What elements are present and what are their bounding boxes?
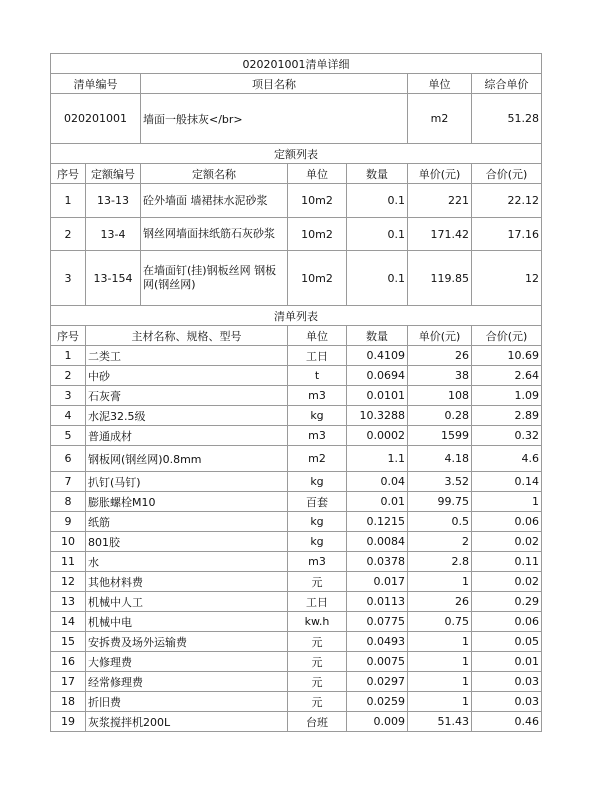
list-total: 2.89 (472, 406, 542, 426)
bill-code-header: 清单编号 (51, 74, 141, 94)
list-total: 0.05 (472, 632, 542, 652)
list-name: 安拆费及场外运输费 (86, 632, 288, 652)
quota-name-header: 定额名称 (141, 164, 288, 184)
list-row (51, 512, 542, 532)
list-unit: kg (288, 406, 347, 426)
quota-total: 12 (472, 251, 542, 306)
list-name: 折旧费 (86, 692, 288, 712)
quota-code: 13-4 (86, 218, 141, 251)
list-total: 0.03 (472, 692, 542, 712)
quota-qty-header: 数量 (347, 164, 408, 184)
list-qty-header: 数量 (347, 326, 408, 346)
list-unit: 工日 (288, 346, 347, 366)
quota-code: 13-13 (86, 184, 141, 218)
list-price: 108 (408, 386, 472, 406)
bill-unit-header: 单位 (408, 74, 472, 94)
list-qty: 0.0493 (347, 632, 408, 652)
list-qty: 0.0084 (347, 532, 408, 552)
list-name: 经常修理费 (86, 672, 288, 692)
quota-row (51, 218, 542, 251)
quota-code-header: 定额编号 (86, 164, 141, 184)
list-unit: m2 (288, 446, 347, 472)
quota-section-title: 定额列表 (51, 144, 542, 164)
list-qty: 0.017 (347, 572, 408, 592)
list-name: 801胶 (86, 532, 288, 552)
list-price: 38 (408, 366, 472, 386)
list-row (51, 366, 542, 386)
list-row (51, 612, 542, 632)
list-row (51, 346, 542, 366)
list-seq: 4 (51, 406, 86, 426)
list-total: 1.09 (472, 386, 542, 406)
bill-unit: m2 (408, 94, 472, 144)
quota-row (51, 251, 542, 306)
quota-name: 砼外墙面 墙裙抹水泥砂浆 (141, 184, 288, 218)
list-seq: 18 (51, 692, 86, 712)
quota-seq-header: 序号 (51, 164, 86, 184)
list-unit: 百套 (288, 492, 347, 512)
list-unit: 工日 (288, 592, 347, 612)
list-unit: m3 (288, 552, 347, 572)
list-name: 水泥32.5级 (86, 406, 288, 426)
list-total: 0.02 (472, 572, 542, 592)
list-price: 1599 (408, 426, 472, 446)
list-row (51, 632, 542, 652)
list-unit: kw.h (288, 612, 347, 632)
bill-name-header: 项目名称 (141, 74, 408, 94)
quota-unit: 10m2 (288, 218, 347, 251)
list-total: 0.03 (472, 672, 542, 692)
list-seq: 12 (51, 572, 86, 592)
bill-detail-table (50, 53, 542, 732)
quota-price: 119.85 (408, 251, 472, 306)
list-total: 0.01 (472, 652, 542, 672)
quota-name: 钢丝网墙面抹纸筋石灰砂浆 (141, 218, 288, 251)
list-section-title: 清单列表 (51, 306, 542, 326)
list-qty: 0.0775 (347, 612, 408, 632)
list-row (51, 652, 542, 672)
list-row (51, 692, 542, 712)
list-row (51, 572, 542, 592)
list-price: 26 (408, 346, 472, 366)
list-price: 99.75 (408, 492, 472, 512)
list-seq: 14 (51, 612, 86, 632)
list-price: 1 (408, 672, 472, 692)
list-qty: 1.1 (347, 446, 408, 472)
list-total: 4.6 (472, 446, 542, 472)
list-price-header: 单价(元) (408, 326, 472, 346)
quota-seq: 3 (51, 251, 86, 306)
list-name: 膨胀螺栓M10 (86, 492, 288, 512)
quota-total: 17.16 (472, 218, 542, 251)
list-price: 2 (408, 532, 472, 552)
list-seq: 13 (51, 592, 86, 612)
list-name: 机械中人工 (86, 592, 288, 612)
quota-total: 22.12 (472, 184, 542, 218)
list-price: 4.18 (408, 446, 472, 472)
list-name: 灰浆搅拌机200L (86, 712, 288, 732)
list-name: 其他材料费 (86, 572, 288, 592)
list-unit: kg (288, 512, 347, 532)
list-seq: 1 (51, 346, 86, 366)
list-unit: 元 (288, 652, 347, 672)
list-name: 钢板网(钢丝网)0.8mm (86, 446, 288, 472)
list-price: 0.75 (408, 612, 472, 632)
list-total: 0.14 (472, 472, 542, 492)
list-total: 0.46 (472, 712, 542, 732)
list-seq: 6 (51, 446, 86, 472)
list-qty: 0.0113 (347, 592, 408, 612)
list-total: 10.69 (472, 346, 542, 366)
list-row (51, 492, 542, 512)
list-seq: 5 (51, 426, 86, 446)
list-price: 0.28 (408, 406, 472, 426)
list-unit: 元 (288, 672, 347, 692)
list-qty: 0.0378 (347, 552, 408, 572)
quota-qty: 0.1 (347, 251, 408, 306)
list-qty: 0.0002 (347, 426, 408, 446)
list-price: 0.5 (408, 512, 472, 532)
list-name: 扒钉(马钉) (86, 472, 288, 492)
list-unit: 元 (288, 632, 347, 652)
list-name: 二类工 (86, 346, 288, 366)
list-row (51, 446, 542, 472)
list-name: 水 (86, 552, 288, 572)
list-qty: 0.0075 (347, 652, 408, 672)
list-seq: 3 (51, 386, 86, 406)
list-price: 51.43 (408, 712, 472, 732)
quota-seq: 1 (51, 184, 86, 218)
list-total: 0.02 (472, 532, 542, 552)
list-unit: t (288, 366, 347, 386)
bill-price: 51.28 (472, 94, 542, 144)
list-row (51, 472, 542, 492)
list-total: 0.11 (472, 552, 542, 572)
list-unit-header: 单位 (288, 326, 347, 346)
list-seq: 7 (51, 472, 86, 492)
list-row (51, 386, 542, 406)
quota-unit: 10m2 (288, 184, 347, 218)
list-qty: 0.0259 (347, 692, 408, 712)
list-total: 0.06 (472, 612, 542, 632)
list-unit: m3 (288, 386, 347, 406)
list-unit: 台班 (288, 712, 347, 732)
quota-code: 13-154 (86, 251, 141, 306)
quota-total-header: 合价(元) (472, 164, 542, 184)
list-total: 0.29 (472, 592, 542, 612)
list-price: 1 (408, 652, 472, 672)
quota-unit: 10m2 (288, 251, 347, 306)
list-seq: 15 (51, 632, 86, 652)
list-total: 0.32 (472, 426, 542, 446)
list-qty: 10.3288 (347, 406, 408, 426)
list-price: 1 (408, 632, 472, 652)
list-total: 0.06 (472, 512, 542, 532)
list-seq: 10 (51, 532, 86, 552)
list-qty: 0.009 (347, 712, 408, 732)
list-unit: 元 (288, 692, 347, 712)
list-seq: 11 (51, 552, 86, 572)
list-seq: 2 (51, 366, 86, 386)
list-unit: m3 (288, 426, 347, 446)
list-unit: kg (288, 532, 347, 552)
list-row (51, 592, 542, 612)
list-unit: kg (288, 472, 347, 492)
list-price: 26 (408, 592, 472, 612)
list-seq: 9 (51, 512, 86, 532)
list-unit: 元 (288, 572, 347, 592)
list-row (51, 672, 542, 692)
list-qty: 0.04 (347, 472, 408, 492)
table-title: 020201001清单详细 (51, 54, 542, 74)
list-row (51, 552, 542, 572)
list-qty: 0.1215 (347, 512, 408, 532)
list-seq: 19 (51, 712, 86, 732)
list-name: 普通成材 (86, 426, 288, 446)
list-seq: 17 (51, 672, 86, 692)
list-seq: 16 (51, 652, 86, 672)
list-seq: 8 (51, 492, 86, 512)
list-name: 机械中电 (86, 612, 288, 632)
list-qty: 0.0101 (347, 386, 408, 406)
list-qty: 0.0694 (347, 366, 408, 386)
list-qty: 0.01 (347, 492, 408, 512)
list-price: 3.52 (408, 472, 472, 492)
list-row (51, 532, 542, 552)
bill-name: 墙面一般抹灰</br> (141, 94, 408, 144)
list-name: 中砂 (86, 366, 288, 386)
quota-price-header: 单价(元) (408, 164, 472, 184)
quota-price: 221 (408, 184, 472, 218)
list-price: 1 (408, 572, 472, 592)
bill-code: 020201001 (51, 94, 141, 144)
list-row (51, 406, 542, 426)
quota-unit-header: 单位 (288, 164, 347, 184)
list-total: 1 (472, 492, 542, 512)
quota-qty: 0.1 (347, 184, 408, 218)
list-price: 2.8 (408, 552, 472, 572)
quota-name: 在墙面钉(挂)钢板丝网 钢板网(钢丝网) (141, 251, 288, 306)
list-total-header: 合价(元) (472, 326, 542, 346)
list-name: 石灰膏 (86, 386, 288, 406)
list-qty: 0.0297 (347, 672, 408, 692)
list-price: 1 (408, 692, 472, 712)
quota-price: 171.42 (408, 218, 472, 251)
bill-price-header: 综合单价 (472, 74, 542, 94)
list-name-header: 主材名称、规格、型号 (86, 326, 288, 346)
quota-row (51, 184, 542, 218)
quota-qty: 0.1 (347, 218, 408, 251)
list-qty: 0.4109 (347, 346, 408, 366)
list-seq-header: 序号 (51, 326, 86, 346)
list-row (51, 426, 542, 446)
quota-seq: 2 (51, 218, 86, 251)
list-name: 纸筋 (86, 512, 288, 532)
list-total: 2.64 (472, 366, 542, 386)
list-row (51, 712, 542, 732)
list-name: 大修理费 (86, 652, 288, 672)
